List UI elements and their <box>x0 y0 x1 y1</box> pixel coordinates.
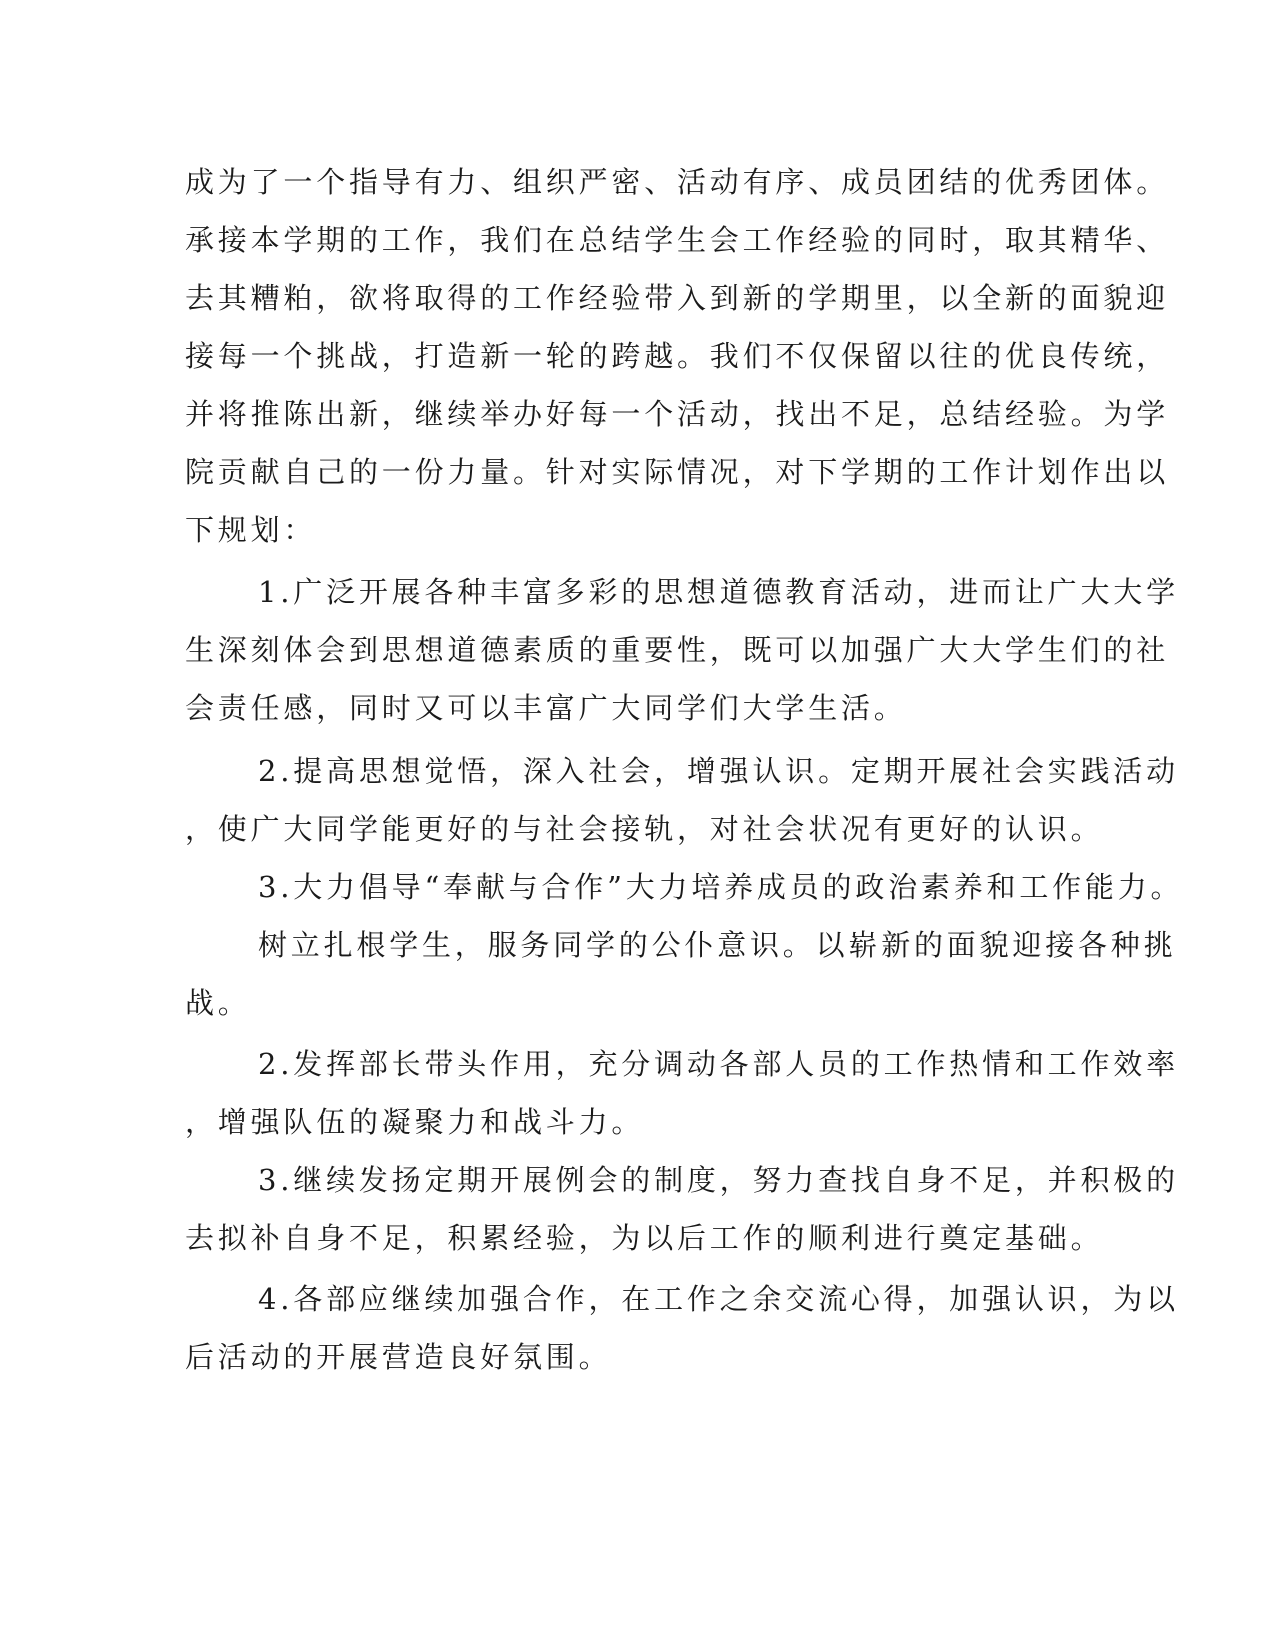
text-line: 下规划： <box>185 513 317 547</box>
text-line: 并将推陈出新，继续举办好每一个活动，找出不足，总结经验。为学 <box>185 397 1170 431</box>
text-line: 3.继续发扬定期开展例会的制度，努力查找自身不足，并积极的 <box>258 1163 1179 1197</box>
text-line: 会责任感，同时又可以丰富广大同学们大学生活。 <box>185 691 907 725</box>
text-line: 去拟补自身不足，积累经验，为以后工作的顺利进行奠定基础。 <box>185 1221 1104 1255</box>
text-line: 树立扎根学生，服务同学的公仆意识。以崭新的面貌迎接各种挑 <box>258 928 1177 962</box>
text-line: 成为了一个指导有力、组织严密、活动有序、成员团结的优秀团体。 <box>185 165 1170 199</box>
text-line: 2.提高思想觉悟，深入社会，增强认识。定期开展社会实践活动 <box>258 754 1179 788</box>
text-line: 4.各部应继续加强合作，在工作之余交流心得，加强认识，为以 <box>258 1282 1179 1316</box>
text-line: 3.大力倡导“奉献与合作”大力培养成员的政治素养和工作能力。 <box>258 870 1184 904</box>
text-line: 战。 <box>185 986 251 1020</box>
text-line: 1.广泛开展各种丰富多彩的思想道德教育活动，进而让广大大学 <box>258 575 1179 609</box>
text-line: 生深刻体会到思想道德素质的重要性，既可以加强广大大学生们的社 <box>185 633 1170 667</box>
text-line: ，增强队伍的凝聚力和战斗力。 <box>185 1105 645 1139</box>
text-line: 后活动的开展营造良好氛围。 <box>185 1340 612 1374</box>
text-line: ，使广大同学能更好的与社会接轨，对社会状况有更好的认识。 <box>185 812 1104 846</box>
text-line: 承接本学期的工作，我们在总结学生会工作经验的同时，取其精华、 <box>185 223 1170 257</box>
text-line: 接每一个挑战，打造新一轮的跨越。我们不仅保留以往的优良传统， <box>185 339 1170 373</box>
text-line: 院贡献自己的一份力量。针对实际情况，对下学期的工作计划作出以 <box>185 455 1170 489</box>
text-line: 去其糟粕，欲将取得的工作经验带入到新的学期里，以全新的面貌迎 <box>185 281 1170 315</box>
text-line: 2.发挥部长带头作用，充分调动各部人员的工作热情和工作效率 <box>258 1047 1179 1081</box>
